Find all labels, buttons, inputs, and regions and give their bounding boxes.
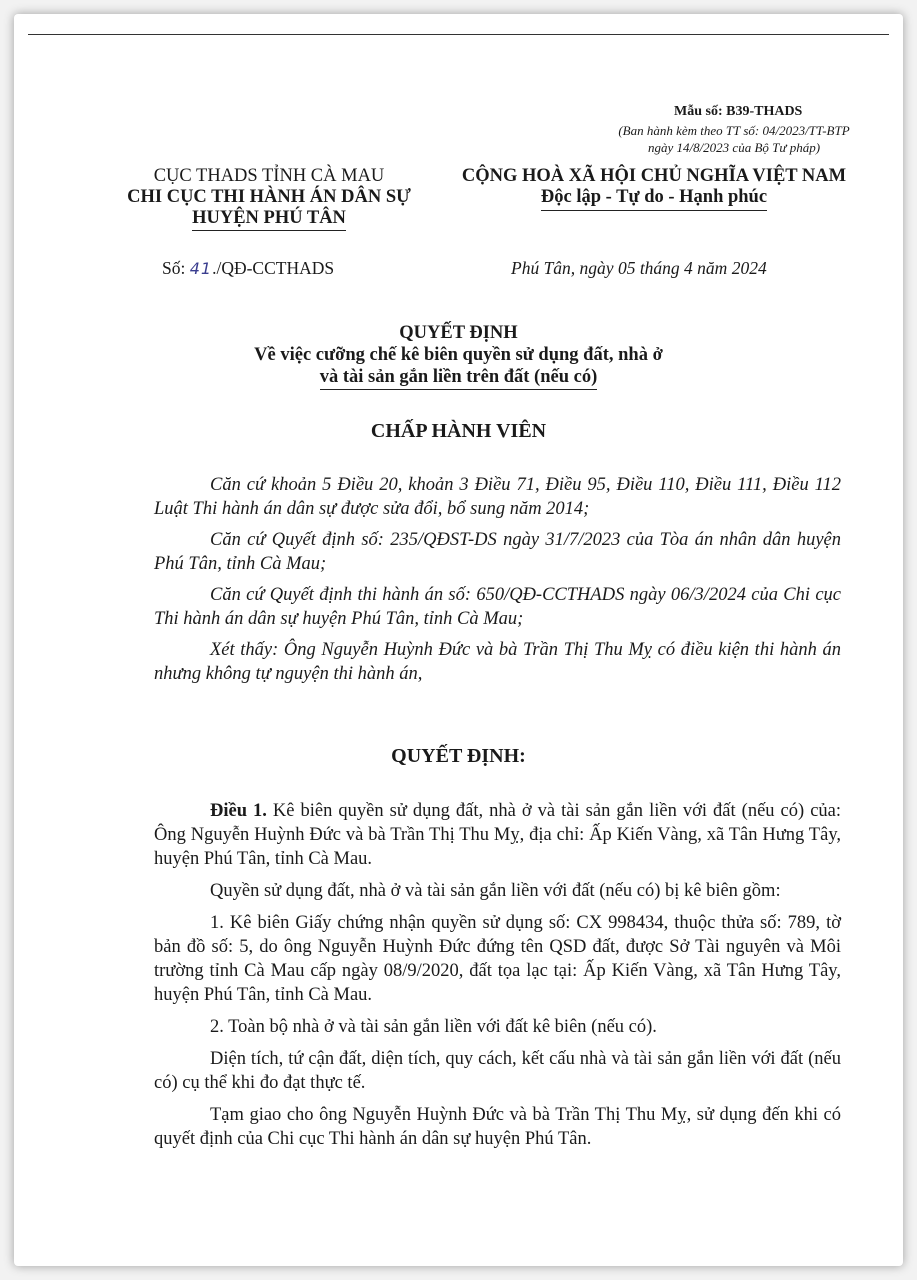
ground-paragraph: Xét thấy: Ông Nguyễn Huỳnh Đức và bà Trần Thị Thu Mỵ có điều kiện thi hành án nhưng không tự nguyện thi hành án,	[154, 640, 841, 684]
title-line3: và tài sản gắn liền trên đất (nếu có)	[320, 366, 598, 390]
executor-heading: CHẤP HÀNH VIÊN	[370, 420, 547, 442]
ground-paragraph: Căn cứ khoản 5 Điều 20, khoản 3 Điều 71, Điều 95, Điều 110, Điều 111, Điều 112 Luật Thi hành án dân sự được sửa đổi, bổ sung năm 2014;	[154, 475, 841, 519]
nation-line1: CỘNG HOÀ XÃ HỘI CHỦ NGHĨA VIỆT NAM	[461, 166, 847, 186]
title-line2: Về việc cưỡng chế kê biên quyền sử dụng đất, nhà ở	[254, 345, 663, 365]
national-header	[434, 166, 874, 211]
doc-number-prefix: Số:	[162, 258, 190, 278]
agency-header	[104, 166, 434, 231]
nation-motto: Độc lập - Tự do - Hạnh phúc	[541, 187, 767, 211]
form-note-line2: ngày 14/8/2023 của Bộ Tư pháp)	[647, 140, 821, 155]
article-1-label: Điều 1.	[210, 801, 267, 821]
article-1	[154, 799, 841, 871]
title-line1: QUYẾT ĐỊNH	[399, 323, 518, 343]
document-title	[14, 322, 903, 390]
doc-number-suffix: ./QĐ-CCTHADS	[212, 258, 335, 278]
document-date: Phú Tân, ngày 05 tháng 4 năm 2024	[511, 258, 767, 278]
ground-paragraph: Căn cứ Quyết định thi hành án số: 650/QĐ-CCTHADS ngày 06/3/2024 của Chi cục Thi hành án dân sự huyện Phú Tân, tỉnh Cà Mau;	[154, 585, 841, 629]
agency-line3: HUYỆN PHÚ TÂN	[192, 208, 346, 231]
ground-paragraph: Căn cứ Quyết định số: 235/QĐST-DS ngày 31/7/2023 của Tòa án nhân dân huyện Phú Tân, tỉnh Cà Mau;	[154, 530, 841, 574]
agency-line2: CHI CỤC THI HÀNH ÁN DÂN SỰ	[127, 187, 411, 207]
document-page	[14, 14, 903, 1266]
document-number	[162, 258, 334, 279]
decision-heading: QUYẾT ĐỊNH:	[391, 745, 526, 767]
body-paragraph: 1. Kê biên Giấy chứng nhận quyền sử dụng số: CX 998434, thuộc thửa số: 789, tờ bản đồ số: 5, do ông Nguyễn Huỳnh Đức đứng tên QSD đất, được Sở Tài nguyên và Môi trường tỉnh Cà Mau cấp ngày 08/9/2020, đất tọa lạc tại: Ấp Kiến Vàng, xã Tân Hưng Tây, huyện Phú Tân, tỉnh Cà Mau.	[154, 913, 841, 1005]
top-rule	[28, 34, 889, 35]
grounds-section	[154, 473, 841, 686]
body-paragraph: Diện tích, tứ cận đất, diện tích, quy cách, kết cấu nhà và tài sản gắn liền với đất (nếu có) cụ thể khi đo đạt thực tế.	[154, 1049, 841, 1093]
doc-number-handwritten: 41	[189, 259, 213, 278]
form-note	[574, 122, 894, 156]
body-paragraph: Tạm giao cho ông Nguyễn Huỳnh Đức và bà Trần Thị Thu Mỵ, sử dụng đến khi có quyết định của Chi cục Thi hành án dân sự huyện Phú Tân.	[154, 1105, 841, 1149]
form-number: Mẫu số: B39-THADS	[674, 104, 803, 119]
body-paragraph: 2. Toàn bộ nhà ở và tài sản gắn liền với đất kê biên (nếu có).	[210, 1017, 657, 1037]
decision-body	[154, 799, 841, 1151]
form-note-line1: (Ban hành kèm theo TT số: 04/2023/TT-BTP	[618, 123, 850, 138]
article-1-text: Kê biên quyền sử dụng đất, nhà ở và tài sản gắn liền với đất (nếu có) của: Ông Nguyễn Huỳnh Đức và bà Trần Thị Thu Mỵ, địa chỉ: Ấp Kiến Vàng, xã Tân Hưng Tây, huyện Phú Tân, tỉnh Cà Mau.	[154, 801, 842, 869]
agency-line1: CỤC THADS TỈNH CÀ MAU	[153, 166, 385, 186]
body-paragraph: Quyền sử dụng đất, nhà ở và tài sản gắn liền với đất (nếu có) bị kê biên gồm:	[210, 881, 781, 901]
